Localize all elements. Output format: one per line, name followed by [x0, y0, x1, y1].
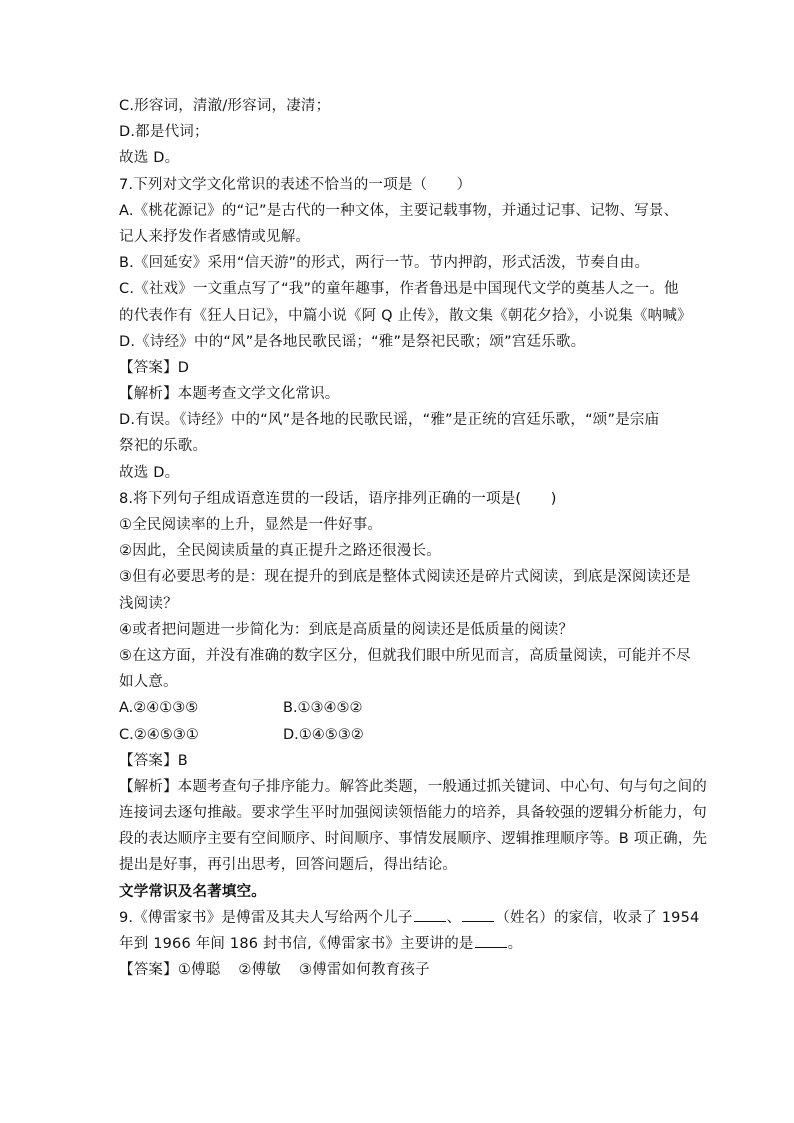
- q9-answer-2: ②傅敏: [238, 962, 282, 979]
- q9-answer-label: 【答案】: [119, 962, 178, 979]
- q8-sentence-3-cont: 浅阅读？: [119, 595, 178, 612]
- q9-stem-text-2: （姓名）的家信，收录了 1954: [495, 909, 700, 926]
- q9-stem-end: 。: [507, 936, 523, 952]
- q9-stem-sep: 、: [446, 909, 462, 926]
- q6-option-d: D.都是代词；: [119, 124, 209, 141]
- q8-sentence-5-cont: 如人意。: [119, 674, 178, 691]
- q9-stem: [119, 905, 700, 931]
- q8-analysis-cont-1: 连接词去逐句推敲。要求学生平时加强阅读领悟能力的培养，具备较强的逻辑分析能力，句: [119, 805, 707, 822]
- q8-analysis: 【解析】本题考查句子排序能力。解答此类题，一般通过抓关键词、中心句、句与句之间的: [119, 778, 707, 795]
- q9-blank-1: [414, 907, 446, 922]
- q8-stem: 8.将下列句子组成语意连贯的一段话，语序排列正确的一项是( ): [119, 490, 557, 507]
- q8-sentence-2: ②因此，全民阅读质量的真正提升之路还很漫长。: [119, 543, 441, 560]
- q8-option-a: A.②④①③⑤: [119, 700, 199, 717]
- q7-option-b: B.《回延安》采用“信天游”的形式，两行一节。节内押韵，形式活泼，节奏自由。: [119, 255, 650, 272]
- q9-answer-3: ③傅雷如何教育孩子: [299, 962, 430, 979]
- q7-option-c-cont: 的代表作有《狂人日记》，中篇小说《阿 Q 止传》，散文集《朝花夕拾》，小说集《呐喊》: [119, 307, 692, 324]
- q9-blank-2: [462, 907, 494, 922]
- q7-option-a-cont: 记人来抒发作者感情或见解。: [119, 228, 311, 245]
- q8-sentence-5: ⑤在这方面，并没有准确的数字区分，但就我们眼中所见而言，高质量阅读，可能并不尽: [119, 647, 691, 664]
- q8-sentence-4: ④或者把问题进一步简化为：到底是高质量的阅读还是低质量的阅读？: [119, 621, 574, 638]
- q8-sentence-3: ③但有必要思考的是：现在提升的到底是整体式阅读还是碎片式阅读，到底是深阅读还是: [119, 569, 691, 586]
- q8-analysis-cont-2: 段的表达顺序主要有空间顺序、时间顺序、事情发展顺序、逻辑推理顺序等。B 项正确，先: [119, 831, 708, 848]
- q7-option-a: A.《桃花源记》的“记”是古代的一种文体，主要记载事物，并通过记事、记物、写景、: [119, 202, 679, 219]
- q7-detail: D.有误。《诗经》中的“风”是各地的民歌民谣，“雅”是正统的宫廷乐歌，“颂”是宗庙: [119, 412, 660, 429]
- q9-stem-cont: [119, 931, 679, 957]
- q8-option-b: B.①③④⑤②: [283, 700, 363, 717]
- document-body: [119, 93, 708, 983]
- q8-options-row-1: [119, 695, 679, 721]
- q7-option-d: D.《诗经》中的“风”是各地民歌民谣；“雅”是祭祀民歌；颂”宫廷乐歌。: [119, 333, 586, 350]
- q8-option-d: D.①④⑤③②: [283, 726, 364, 743]
- q8-sentence-1: ①全民阅读率的上升，显然是一件好事。: [119, 517, 383, 533]
- q7-conclusion: 故选 D。: [119, 464, 180, 481]
- q8-analysis-cont-3: 提出是好事，再引出思考，回答问题后，得出结论。: [119, 857, 458, 874]
- q6-conclusion: 故选 D。: [119, 150, 180, 167]
- q8-answer: 【答案】B: [119, 752, 188, 769]
- section-title: 文学常识及名著填空。: [119, 883, 266, 900]
- q9-answer: [119, 957, 679, 983]
- q8-option-c: C.②④⑤③①: [119, 726, 199, 743]
- q6-option-c: C.形容词，清澈/形容词，凄清；: [119, 98, 331, 114]
- q9-answer-1: ①傅聪: [177, 962, 221, 979]
- q8-options-row-2: [119, 722, 679, 748]
- q7-option-c: C.《社戏》一文重点写了“我”的童年趣事，作者鲁迅是中国现代文学的奠基人之一。他: [119, 281, 679, 298]
- q9-stem-text-3: 年到 1966 年间 186 封书信,《傅雷家书》主要讲的是: [119, 936, 474, 952]
- q9-stem-text: 9.《傅雷家书》是傅雷及其夫人写给两个儿子: [119, 909, 413, 926]
- q7-answer: 【答案】D: [119, 359, 190, 376]
- q9-blank-3: [475, 933, 507, 948]
- q7-stem: 7.下列对文学文化常识的表述不恰当的一项是（ ）: [119, 176, 472, 193]
- q7-detail-cont: 祭祀的乐歌。: [119, 438, 208, 455]
- q7-analysis: 【解析】本题考查文学文化常识。: [119, 386, 340, 403]
